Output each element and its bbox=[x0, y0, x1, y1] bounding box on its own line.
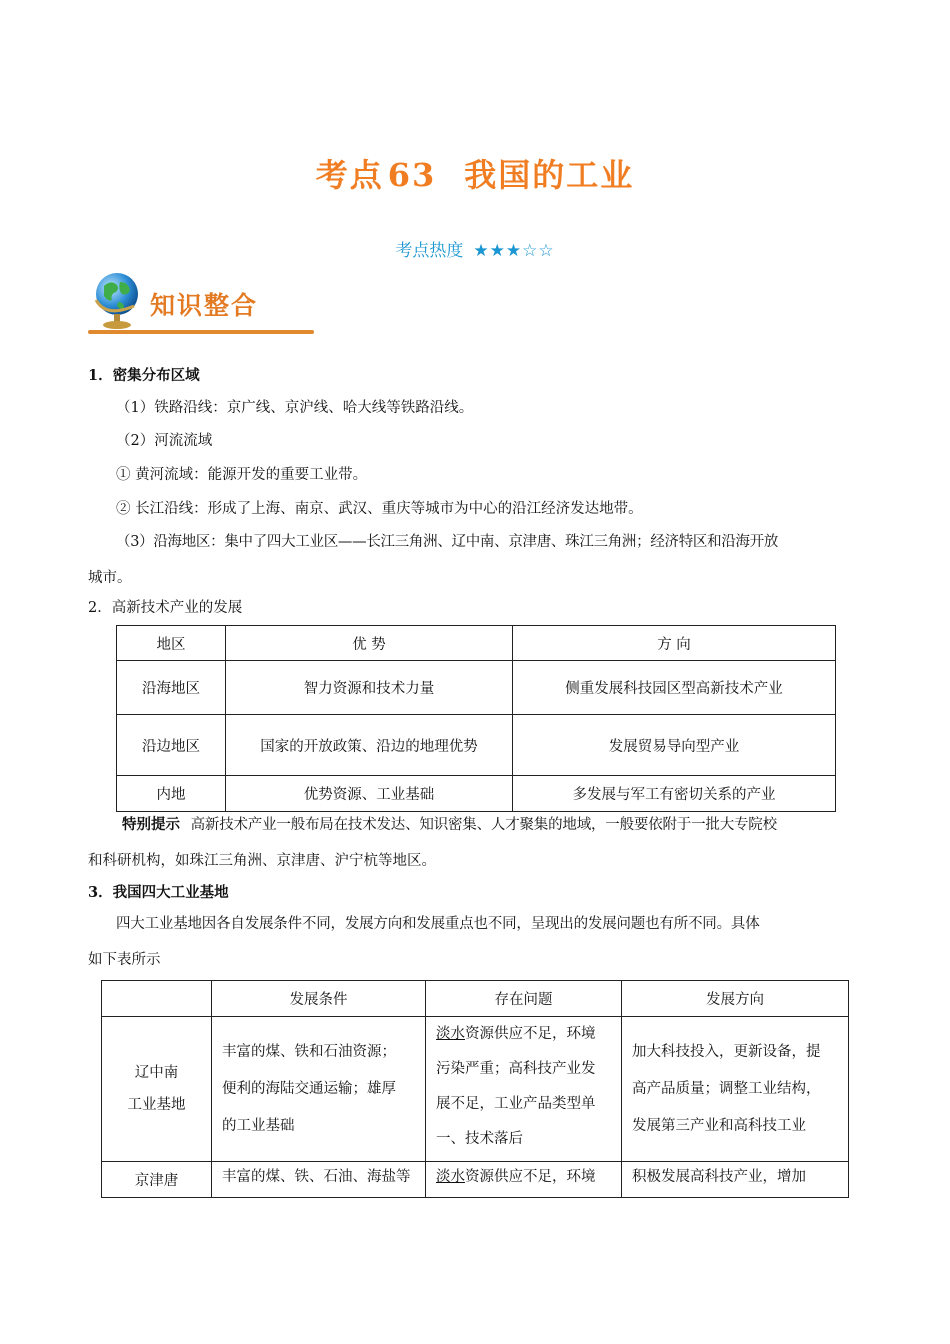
table-header-cell: 存在问题 bbox=[426, 981, 622, 1017]
conditions-cell bbox=[212, 1017, 426, 1162]
directions-cell bbox=[622, 1017, 849, 1162]
table-cell: 智力资源和技术力量 bbox=[226, 661, 513, 715]
special-tip-label: 特别提示 bbox=[122, 816, 180, 833]
table-cell: 侧重发展科技园区型高新技术产业 bbox=[513, 661, 836, 715]
table-header-cell bbox=[102, 981, 212, 1017]
underlined-term: 淡水 bbox=[436, 1026, 465, 1042]
table-row bbox=[117, 776, 836, 812]
table-row bbox=[102, 1162, 849, 1198]
section-banner: 知识整合 bbox=[150, 291, 259, 320]
section3-intro-line1: 四大工业基地因各自发展条件不同，发展方向和发展重点也不同，呈现出的发展问题也有所不同。具体 bbox=[116, 916, 760, 932]
table-header-row bbox=[102, 981, 849, 1017]
region-cell bbox=[102, 1017, 212, 1162]
heat-rating bbox=[0, 236, 950, 261]
tech-industry-table bbox=[116, 625, 836, 812]
problem-line: 一、技术落后 bbox=[436, 1131, 523, 1147]
table-header-row bbox=[117, 626, 836, 661]
title-prefix: 考点 bbox=[315, 156, 384, 194]
region-cell: 京津唐 bbox=[102, 1162, 212, 1198]
table-header-cell: 发展方向 bbox=[622, 981, 849, 1017]
directions-cell: 积极发展高科技产业，增加 bbox=[622, 1162, 849, 1198]
table-row bbox=[102, 1017, 849, 1162]
table-cell: 国家的开放政策、沿边的地理优势 bbox=[226, 715, 513, 776]
table-header-cell: 优 势 bbox=[226, 626, 513, 661]
table-cell: 沿边地区 bbox=[117, 715, 226, 776]
direction-line: 加大科技投入，更新设备，提 bbox=[632, 1043, 821, 1060]
table-cell: 多发展与军工有密切关系的产业 bbox=[513, 776, 836, 812]
table-cell: 内地 bbox=[117, 776, 226, 812]
special-tip-text: 高新技术产业一般布局在技术发达、知识密集、人才聚集的地域，一般要依附于一批大专院校 bbox=[190, 817, 777, 833]
globe-icon bbox=[90, 270, 146, 332]
special-tip-line2: 和科研机构，如珠江三角洲、京津唐、沪宁杭等地区。 bbox=[88, 853, 436, 869]
condition-line: 的工业基础 bbox=[222, 1117, 295, 1134]
problem-line: 污染严重；高科技产业发 bbox=[436, 1061, 596, 1077]
page-title bbox=[0, 150, 950, 196]
table-row bbox=[117, 661, 836, 715]
problem-line: 展不足，工业产品类型单 bbox=[436, 1096, 596, 1112]
table-header-cell: 方 向 bbox=[513, 626, 836, 661]
conditions-cell: 丰富的煤、铁、石油、海盐等 bbox=[212, 1162, 426, 1198]
industrial-bases-table bbox=[101, 980, 849, 1198]
table-header-cell: 发展条件 bbox=[212, 981, 426, 1017]
underlined-term: 淡水 bbox=[436, 1169, 465, 1185]
table-cell: 优势资源、工业基础 bbox=[226, 776, 513, 812]
section3-heading: 3．我国四大工业基地 bbox=[88, 884, 229, 901]
title-topic: 我国的工业 bbox=[464, 156, 635, 194]
section3-intro-line2: 如下表所示 bbox=[88, 952, 161, 968]
heat-stars: ★★★☆☆ bbox=[473, 241, 555, 261]
section1-item2: （2）河流流域 bbox=[116, 433, 213, 449]
problem-line: 淡水资源供应不足，环境 bbox=[436, 1026, 596, 1042]
table-row bbox=[117, 715, 836, 776]
title-number: 63 bbox=[387, 156, 437, 194]
heat-label: 考点热度 bbox=[395, 241, 464, 261]
section1-item1: （1）铁路沿线：京广线、京沪线、哈大线等铁路沿线。 bbox=[116, 400, 474, 416]
condition-line: 便利的海陆交通运输；雄厚 bbox=[222, 1080, 396, 1097]
section1-item2b: ② 长江沿线：形成了上海、南京、武汉、重庆等城市为中心的沿江经济发达地带。 bbox=[116, 501, 643, 517]
section2-heading: 2．高新技术产业的发展 bbox=[88, 600, 243, 616]
section1-item3-line1: （3）沿海地区：集中了四大工业区——长江三角洲、辽中南、京津唐、珠江三角洲；经济特区和沿海开放 bbox=[116, 534, 779, 550]
region-name: 辽中南 bbox=[134, 1065, 179, 1081]
problems-cell bbox=[426, 1017, 622, 1162]
section1-item2a: ① 黄河流域：能源开发的重要工业带。 bbox=[116, 467, 368, 483]
table-cell: 沿海地区 bbox=[117, 661, 226, 715]
section1-heading: 1．密集分布区域 bbox=[88, 367, 200, 384]
condition-line: 丰富的煤、铁和石油资源； bbox=[222, 1043, 396, 1060]
problems-cell: 淡水资源供应不足，环境 bbox=[426, 1162, 622, 1198]
table-header-cell: 地区 bbox=[117, 626, 226, 661]
region-suffix: 工业基地 bbox=[127, 1097, 186, 1113]
section1-item3-line2: 城市。 bbox=[88, 570, 132, 586]
special-tip bbox=[122, 815, 777, 835]
direction-line: 高产品质量；调整工业结构， bbox=[632, 1080, 821, 1097]
table-cell: 发展贸易导向型产业 bbox=[513, 715, 836, 776]
direction-line: 发展第三产业和高科技工业 bbox=[632, 1117, 806, 1134]
banner-underline bbox=[88, 330, 314, 334]
